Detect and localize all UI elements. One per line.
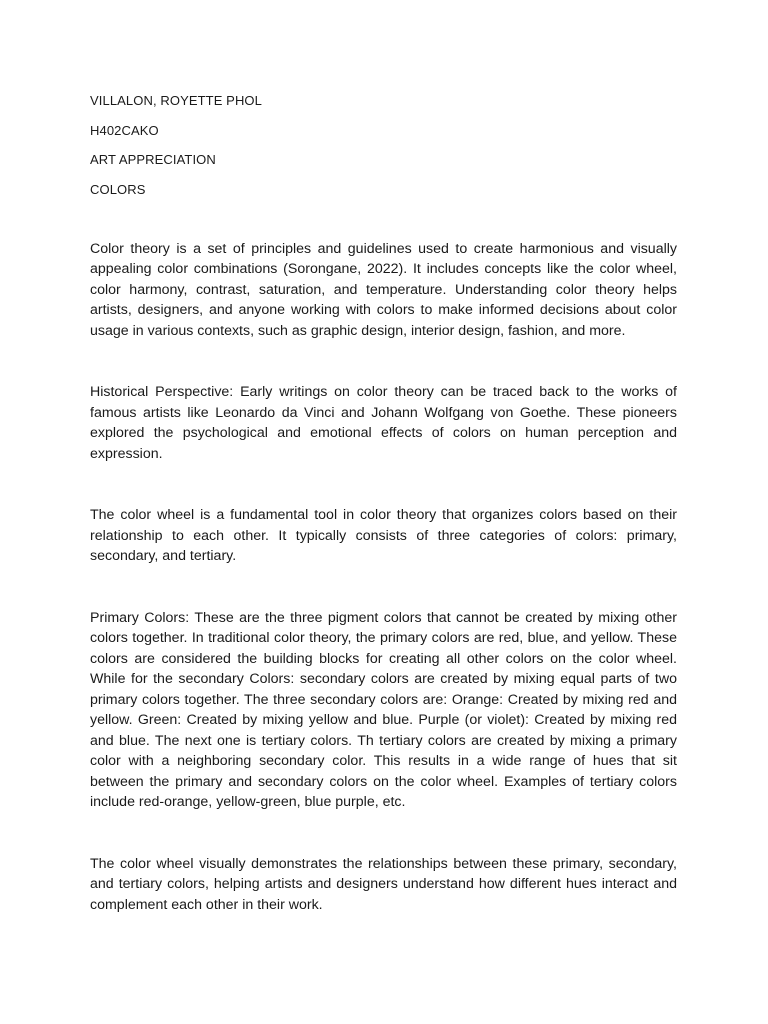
paragraph-historical-perspective: Historical Perspective: Early writings on color theory can be traced back to the works of famous artists like Leonardo da Vinci and Johann Wolfgang von Goethe. These pioneers explored the psychological and emotional effects of colors on human perception and expression. — [90, 384, 677, 462]
paragraph-color-wheel-relationships: The color wheel visually demonstrates the relationships between these primary, secondary, and tertiary colors, helping artists and designers understand how different hues interact and complement each other in their work. — [90, 855, 677, 913]
paragraph-color-categories: Primary Colors: These are the three pigment colors that cannot be created by mixing other colors together. In traditional color theory, the primary colors are red, blue, and yellow. These colors are considered the building blocks for creating all other colors on the color wheel. While for the secondary Colors: secondary colors are created by mixing equal parts of two primary colors together. The three secondary colors are: Orange: Created by mixing red and yellow. Green: Created by mixing yellow and blue. Purple (or violet): Created by mixing red and blue. The next one is tertiary colors. Th tertiary colors are created by mixing a primary color with a neighboring secondary color. This results in a wide range of hues that sit between the primary and secondary colors on the color wheel. Examples of tertiary colors include red-orange, yellow-green, blue purple, etc. — [90, 609, 677, 810]
document-header — [90, 92, 677, 199]
topic-title: COLORS — [90, 181, 146, 197]
paragraph-color-theory: Color theory is a set of principles and guidelines used to create harmonious and visually appealing color combinations (Sorongane, 2022). It includes concepts like the color wheel, color harmony, contrast, saturation, and temperature. Understanding color theory helps artists, designers, and anyone working with colors to make informed decisions about color usage in various contexts, such as graphic design, interior design, fashion, and more. — [90, 240, 677, 339]
section-code: H402CAKO — [90, 122, 159, 138]
course-title: ART APPRECIATION — [90, 152, 216, 167]
document-page — [90, 92, 677, 956]
paragraph-color-wheel: The color wheel is a fundamental tool in color theory that organizes colors based on their relationship to each other. It typically consists of three categories of colors: primary, secondary, and tertiary. — [90, 507, 677, 564]
student-name: VILLALON, ROYETTE PHOL — [90, 93, 262, 108]
